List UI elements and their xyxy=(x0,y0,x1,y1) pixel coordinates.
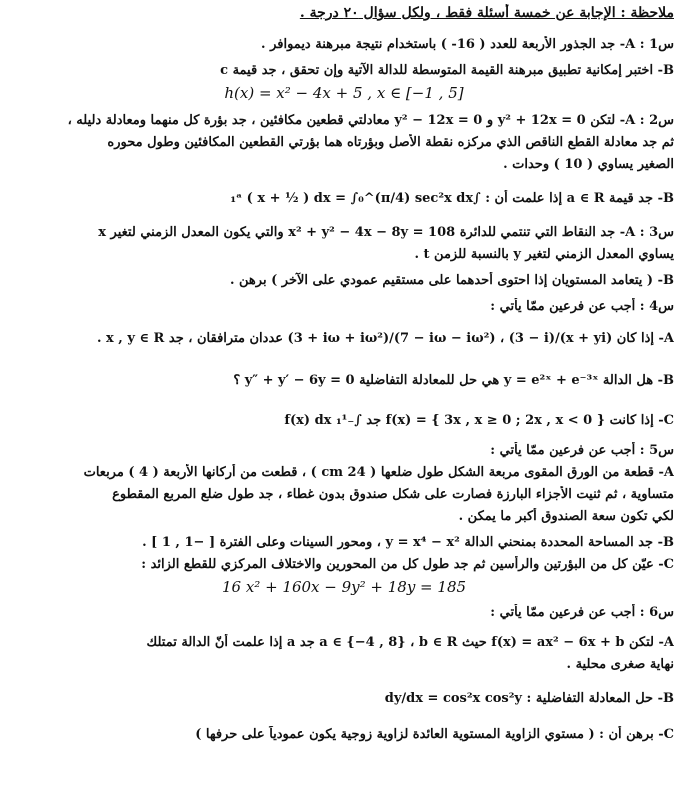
q1-part-b: B- اختبر إمكانية تطبيق مبرهنة القيمة المتوسطة للدالة الآتية وإن تحقق ، جد قيمة c xyxy=(220,63,674,78)
q1-part-a: س1 : A- جد الجذور الأربعة للعدد ( 16- ) باستخدام نتيجة مبرهنة ديموافر . xyxy=(261,37,674,52)
q6-part-c: C- برهن أن : ( مستوي الزاوية المستوية العائدة لزاوية زوجية يكون عمودياً على حرفها ) xyxy=(195,727,674,742)
q5-heading: س5 : أجب عن فرعين ممّا يأتي : xyxy=(490,443,674,458)
q4-part-a: A- إذا كان (x + yi)/(3 − i) ، (7 − iω − iω²)/(3 + iω + iω²) عددان مترافقان ، جد x , y ∈ R . xyxy=(96,331,674,346)
exam-note: ملاحظة : الإجابة عن خمسة أسئلة فقط ، ولكل سؤال ٢٠ درجة . xyxy=(299,5,674,21)
q5-c-equation: 16 x² + 160x − 9y² + 18y = 185 xyxy=(221,578,467,596)
q4-part-b: B- هل الدالة y = e²ˣ + e⁻³ˣ هي حل للمعادلة التفاضلية y″ + y′ − 6y = 0 ؟ xyxy=(233,373,674,388)
q3-part-b: B- ( يتعامد المستويان إذا احتوى أحدهما على مستقيم عمودي على الآخر ) برهن . xyxy=(229,273,674,288)
q5-part-c: C- عيّن كل من البؤرتين والرأسين ثم جد طول كل من المحورين والاختلاف المركزي للقطع الزائد : xyxy=(141,557,674,572)
q2-part-b: B- جد قيمة a ∈ R إذا علمت أن : ∫₁ᵃ ( x + ½ ) dx = ∫₀^(π/4) sec²x dx xyxy=(230,191,674,206)
q6-part-b: B- حل المعادلة التفاضلية : dy/dx = cos²x cos²y xyxy=(384,691,674,706)
q3-part-a-line2: يساوي المعدل الزمني لتغير y بالنسبة للزمن t . xyxy=(414,247,674,262)
q6-part-a-line2: نهاية صغرى محلية . xyxy=(566,657,674,672)
q4-part-c: C- إذا كانت f(x) = { 3x , x ≥ 0 ; 2x , x < 0 } جد ∫₋₁¹ f(x) dx xyxy=(284,413,674,428)
q2-part-a-line1: س2 : A- لتكن y² + 12x = 0 و y² − 12x = 0 معادلتي قطعين مكافئين ، جد بؤرة كل منهما ومعادلة دليله ، xyxy=(67,113,674,128)
q6-part-a-line1: A- لتكن f(x) = ax² − 6x + b حيث a ∈ {−4 , 8} ، b ∈ R جد a إذا علمت أنّ الدالة تمتلك xyxy=(146,635,674,650)
q4-heading: س4 : أجب عن فرعين ممّا يأتي : xyxy=(490,299,674,314)
q5-part-a-line3: لكي تكون سعة الصندوق أكبر ما يمكن . xyxy=(458,509,674,524)
q1-b-equation: h(x) = x² − 4x + 5 , x ∈ [−1 , 5] xyxy=(224,84,464,102)
q5-part-a-line1: A- قطعة من الورق المقوى مربعة الشكل طول ضلعها ( 24 cm ) ، قطعت من أركانها الأربعة ( 4 ) مربعات xyxy=(83,465,674,480)
q5-part-a-line2: متساوية ، ثم ثنيت الأجزاء البارزة فصارت على شكل صندوق بدون غطاء ، جد طول ضلع المربع المقطوع xyxy=(112,487,674,502)
q6-heading: س6 : أجب عن فرعين ممّا يأتي : xyxy=(490,605,674,620)
q2-part-a-line2: ثم جد معادلة القطع الناقص الذي مركزه نقطة الأصل وبؤرتاه هما بؤرتي القطعين المكافئين وطول محوره xyxy=(107,135,674,150)
q2-part-a-line3: الصغير يساوي ( 10 ) وحدات . xyxy=(503,157,674,172)
q3-part-a-line1: س3 : A- جد النقاط التي تنتمي للدائرة x² + y² − 4x − 8y = 108 والتي يكون المعدل الزمني لتغير x xyxy=(98,225,674,240)
q5-part-b: B- جد المساحة المحددة بمنحني الدالة y = x⁴ − x² ، ومحور السينات وعلى الفترة [ −1 , 1 ] . xyxy=(142,535,674,550)
